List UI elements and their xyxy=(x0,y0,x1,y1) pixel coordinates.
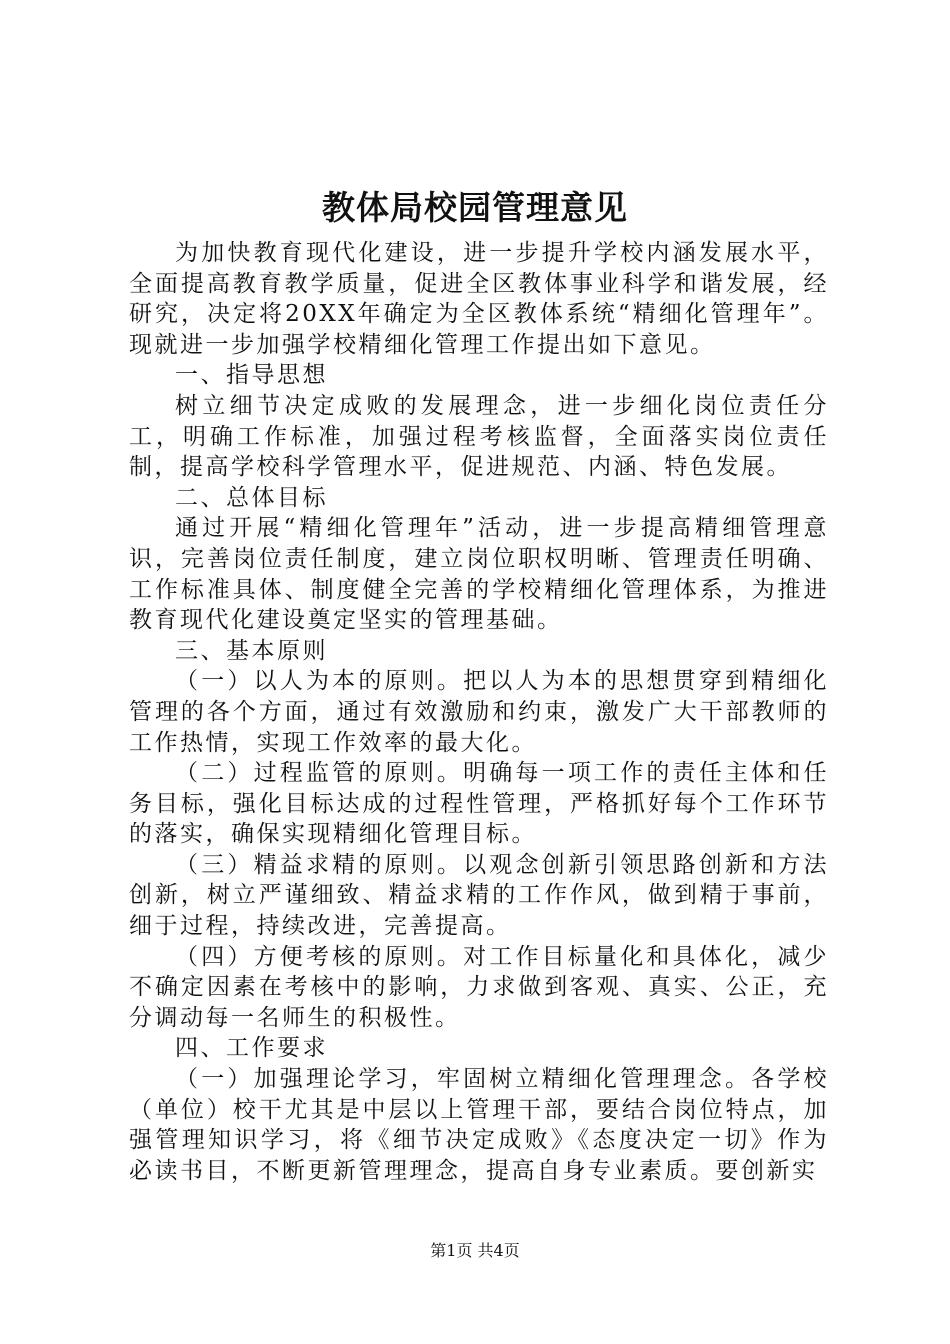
overall-goal-paragraph: 通过开展“精细化管理年”活动，进一步提高精细管理意识，完善岗位责任制度，建立岗位职权明晰、管理责任明确、工作标准具体、制度健全完善的学校精细化管理体系，为推进教育现代化建设奠定坚实的管理基础。 xyxy=(129,515,829,634)
section-heading-overall-goal: 二、总体目标 xyxy=(175,484,328,511)
requirement-paragraph-1: （一）加强理论学习，牢固树立精细化管理理念。各学校（单位）校干尤其是中层以上管理干部，要结合岗位特点，加强管理知识学习，将《细节决定成败》《态度决定一切》作为必读书目，不断更新管理理念，提高自身专业素质。要创新实 xyxy=(129,1066,829,1184)
page-number-footer: 第1页 共4页 xyxy=(430,1241,520,1260)
guiding-ideology-paragraph: 树立细节决定成败的发展理念，进一步细化岗位责任分工，明确工作标准，加强过程考核监督，全面落实岗位责任制，提高学校科学管理水平，促进规范、内涵、特色发展。 xyxy=(129,392,829,481)
principle-paragraph-2: （二）过程监管的原则。明确每一项工作的责任主体和任务目标，强化目标达成的过程性管理，严格抓好每个工作环节的落实，确保实现精细化管理目标。 xyxy=(129,760,829,848)
principle-paragraph-1: （一）以人为本的原则。把以人为本的思想贯穿到精细化管理的各个方面，通过有效激励和约束，激发广大干部教师的工作热情，实现工作效率的最大化。 xyxy=(129,668,829,756)
principle-paragraph-4: （四）方便考核的原则。对工作目标量化和具体化，减少不确定因素在考核中的影响，力求做到客观、真实、公正，充分调动每一名师生的积极性。 xyxy=(129,943,829,1031)
section-heading-basic-principles: 三、基本原则 xyxy=(175,637,328,664)
document-body xyxy=(129,238,829,1186)
intro-paragraph: 为加快教育现代化建设，进一步提升学校内涵发展水平，全面提高教育教学质量，促进全区教体事业科学和谐发展，经研究，决定将20XX年确定为全区教体系统“精细化管理年”。现就进一步加强学校精细化管理工作提出如下意见。 xyxy=(129,240,829,358)
section-heading-work-requirements: 四、工作要求 xyxy=(175,1035,328,1062)
principle-paragraph-3: （三）精益求精的原则。以观念创新引领思路创新和方法创新，树立严谨细致、精益求精的工作作风，做到精于事前，细于过程，持续改进，完善提高。 xyxy=(129,851,829,940)
document-title: 教体局校园管理意见 xyxy=(322,188,628,227)
section-heading-guiding-ideology: 一、指导思想 xyxy=(175,362,328,389)
